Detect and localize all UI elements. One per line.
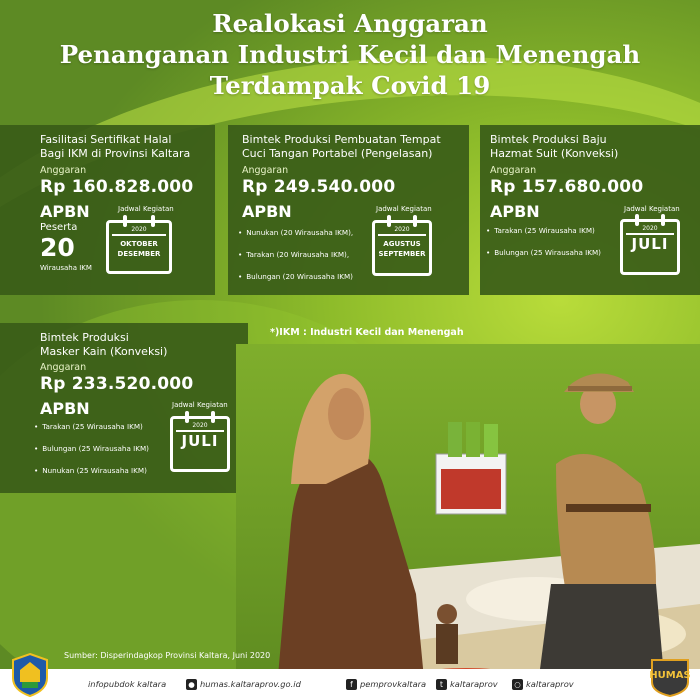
heading-line: Cuci Tangan Portabel (Pengelasan) (242, 147, 433, 160)
calendar-year: 2020 (131, 226, 147, 233)
calendar-month-line: SEPTEMBER (378, 250, 426, 258)
calendar-icon (620, 219, 680, 275)
peserta-count: 20 (40, 233, 75, 262)
heading-line: Bimtek Produksi Baju (490, 133, 607, 146)
calendar-month-line: OKTOBER (120, 240, 158, 248)
twitter-icon: t (436, 679, 447, 690)
photo-market-visit (236, 344, 700, 700)
footer-text: kaltaraprov (450, 679, 498, 689)
humas-logo-text: HUMAS (649, 670, 691, 681)
globe-icon: ● (186, 679, 197, 690)
title-line-1: Realokasi Anggaran (212, 9, 488, 38)
jadwal-label: Jadwal Kegiatan (376, 205, 432, 213)
list-item: • Bulungan (25 Wirausaha IKM) (34, 444, 149, 466)
anggaran-label: Anggaran (490, 165, 537, 176)
funding-source: APBN (242, 202, 292, 221)
list-item: • Nunukan (25 Wirausaha IKM) (34, 466, 149, 488)
list-item: • Bulungan (20 Wirausaha IKM) (238, 272, 353, 294)
footer-text: humas.kaltaraprov.go.id (200, 679, 301, 689)
calendar-month (375, 239, 429, 259)
footer-facebook-link[interactable] (346, 679, 426, 690)
calendar-month-line: AGUSTUS (383, 240, 421, 248)
calendar-icon (170, 416, 230, 472)
list-item: • Nunukan (20 Wirausaha IKM), (238, 228, 353, 250)
calendar-month (109, 239, 169, 259)
footer-infopubdok[interactable] (88, 679, 166, 689)
ikm-footnote: *)IKM : Industri Kecil dan Menengah (270, 327, 464, 338)
heading-line: Masker Kain (Konveksi) (40, 345, 168, 358)
calendar-year: 2020 (642, 225, 658, 232)
kaltara-province-logo (10, 652, 50, 698)
heading-line: Fasilitasi Sertifikat Halal (40, 133, 172, 146)
budget-amount: Rp 249.540.000 (242, 177, 396, 197)
anggaran-label: Anggaran (242, 165, 289, 176)
humas-logo (646, 654, 694, 698)
budget-amount: Rp 233.520.000 (40, 374, 194, 394)
funding-source: APBN (490, 202, 540, 221)
funding-source: APBN (40, 202, 90, 221)
program-card-cuci-tangan (228, 125, 469, 295)
anggaran-label: Anggaran (40, 362, 87, 373)
program-heading (40, 133, 190, 161)
program-card-halal (0, 125, 215, 295)
program-heading (40, 331, 167, 359)
footer-bar (0, 669, 700, 700)
program-heading (242, 133, 441, 161)
program-card-hazmat (480, 125, 700, 295)
list-item: • Tarakan (25 Wirausaha IKM) (486, 226, 601, 248)
participant-list (34, 422, 149, 488)
page-title (0, 8, 700, 101)
footer-text: kaltaraprov (526, 679, 574, 689)
peserta-label: Peserta (40, 222, 78, 233)
calendar-year: 2020 (192, 422, 208, 429)
footer-text: pemprovkaltara (360, 679, 427, 689)
program-heading (490, 133, 618, 161)
calendar-icon (372, 220, 432, 276)
funding-source: APBN (40, 399, 90, 418)
calendar-month-line: DESEMBER (117, 250, 161, 258)
heading-line: Bimtek Produksi (40, 331, 129, 344)
heading-line: Bagi IKM di Provinsi Kaltara (40, 147, 191, 160)
title-line-3: Terdampak Covid 19 (209, 71, 491, 100)
calendar-year: 2020 (394, 226, 410, 233)
footer-twitter-link[interactable] (436, 679, 498, 690)
jadwal-label: Jadwal Kegiatan (172, 401, 228, 409)
program-card-masker (0, 323, 248, 493)
budget-amount: Rp 157.680.000 (490, 177, 644, 197)
instagram-icon: ○ (512, 679, 523, 690)
list-item: • Tarakan (25 Wirausaha IKM) (34, 422, 149, 444)
participant-list (238, 228, 353, 294)
heading-line: Bimtek Produksi Pembuatan Tempat (242, 133, 441, 146)
calendar-month: JULI (181, 432, 219, 450)
peserta-unit: Wirausaha IKM (40, 264, 92, 272)
source-credit: Sumber: Disperindagkop Provinsi Kaltara, Juni 2020 (64, 651, 271, 660)
footer-instagram-link[interactable] (512, 679, 574, 690)
jadwal-label: Jadwal Kegiatan (624, 205, 680, 213)
budget-amount: Rp 160.828.000 (40, 177, 194, 197)
list-item: • Bulungan (25 Wirausaha IKM) (486, 248, 601, 270)
title-line-2: Penanganan Industri Kecil dan Menengah (59, 40, 641, 69)
participant-list (486, 226, 601, 270)
anggaran-label: Anggaran (40, 165, 87, 176)
facebook-icon: f (346, 679, 357, 690)
jadwal-label: Jadwal Kegiatan (118, 205, 174, 213)
footer-website-link[interactable] (186, 679, 301, 690)
calendar-icon (106, 220, 172, 274)
calendar-month: JULI (631, 235, 669, 253)
list-item: • Tarakan (20 Wirausaha IKM), (238, 250, 353, 272)
footer-text: infopubdok kaltara (88, 679, 167, 689)
heading-line: Hazmat Suit (Konveksi) (490, 147, 619, 160)
